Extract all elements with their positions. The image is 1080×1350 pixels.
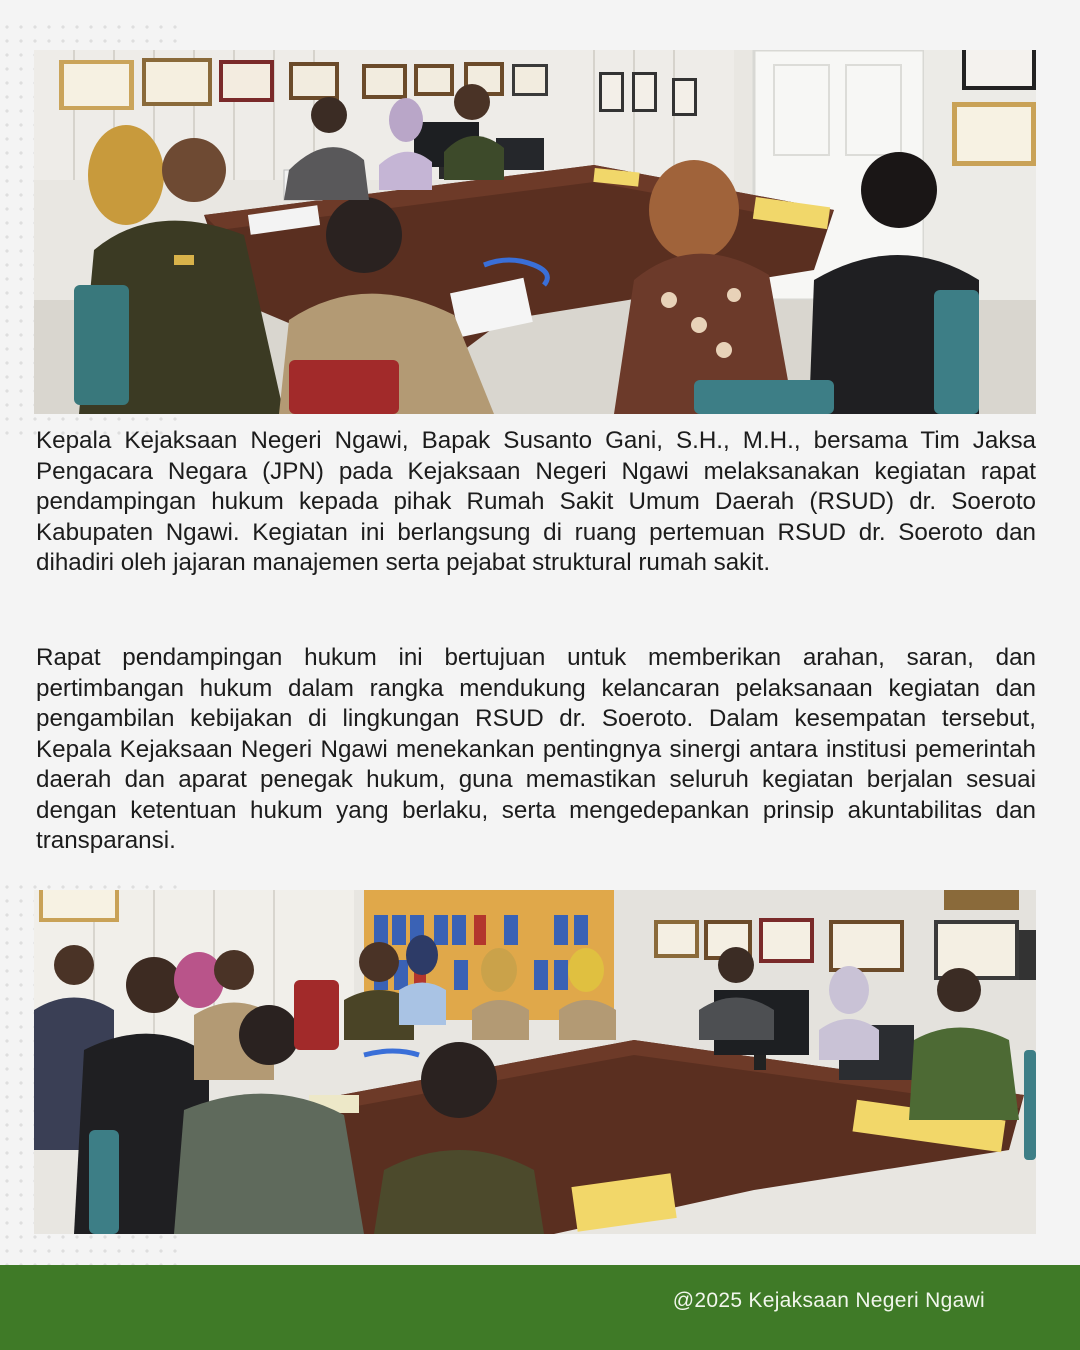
article-paragraph-1: Kepala Kejaksaan Negeri Ngawi, Bapak Susanto Gani, S.H., M.H., bersama Tim Jaksa Pengacara Negara (JPN) pada Kejaksaan Negeri Ngawi melaksanakan kegiatan rapat pendampingan hukum kepada pihak Rumah Sakit Umum Daerah (RSUD) dr. Soeroto Kabupaten Ngawi. Kegiatan ini berlangsung di ruang pertemuan RSUD dr. Soeroto dan dihadiri oleh jajaran manajemen serta pejabat struktural rumah sakit. bbox=[36, 427, 1036, 576]
meeting-photo-bottom bbox=[34, 890, 1036, 1234]
article-paragraph-2: Rapat pendampingan hukum ini bertujuan untuk memberikan arahan, saran, dan pertimbangan hukum dalam rangka mendukung kelancaran pelaksanaan kegiatan dan pengambilan kebijakan di lingkungan RSUD dr. Soeroto. Dalam kesempatan tersebut, Kepala Kejaksaan Negeri Ngawi menekankan pentingnya sinergi antara institusi pemerintah daerah dan aparat penegak hukum, guna memastikan seluruh kegiatan berjalan sesuai dengan ketentuan hukum yang berlaku, serta mengedepankan prinsip akuntabilitas dan transparansi. bbox=[36, 644, 1036, 854]
meeting-photo-top bbox=[34, 50, 1036, 414]
footer-copyright: @2025 Kejaksaan Negeri Ngawi bbox=[672, 1289, 985, 1312]
footer-bar bbox=[0, 1265, 1080, 1350]
